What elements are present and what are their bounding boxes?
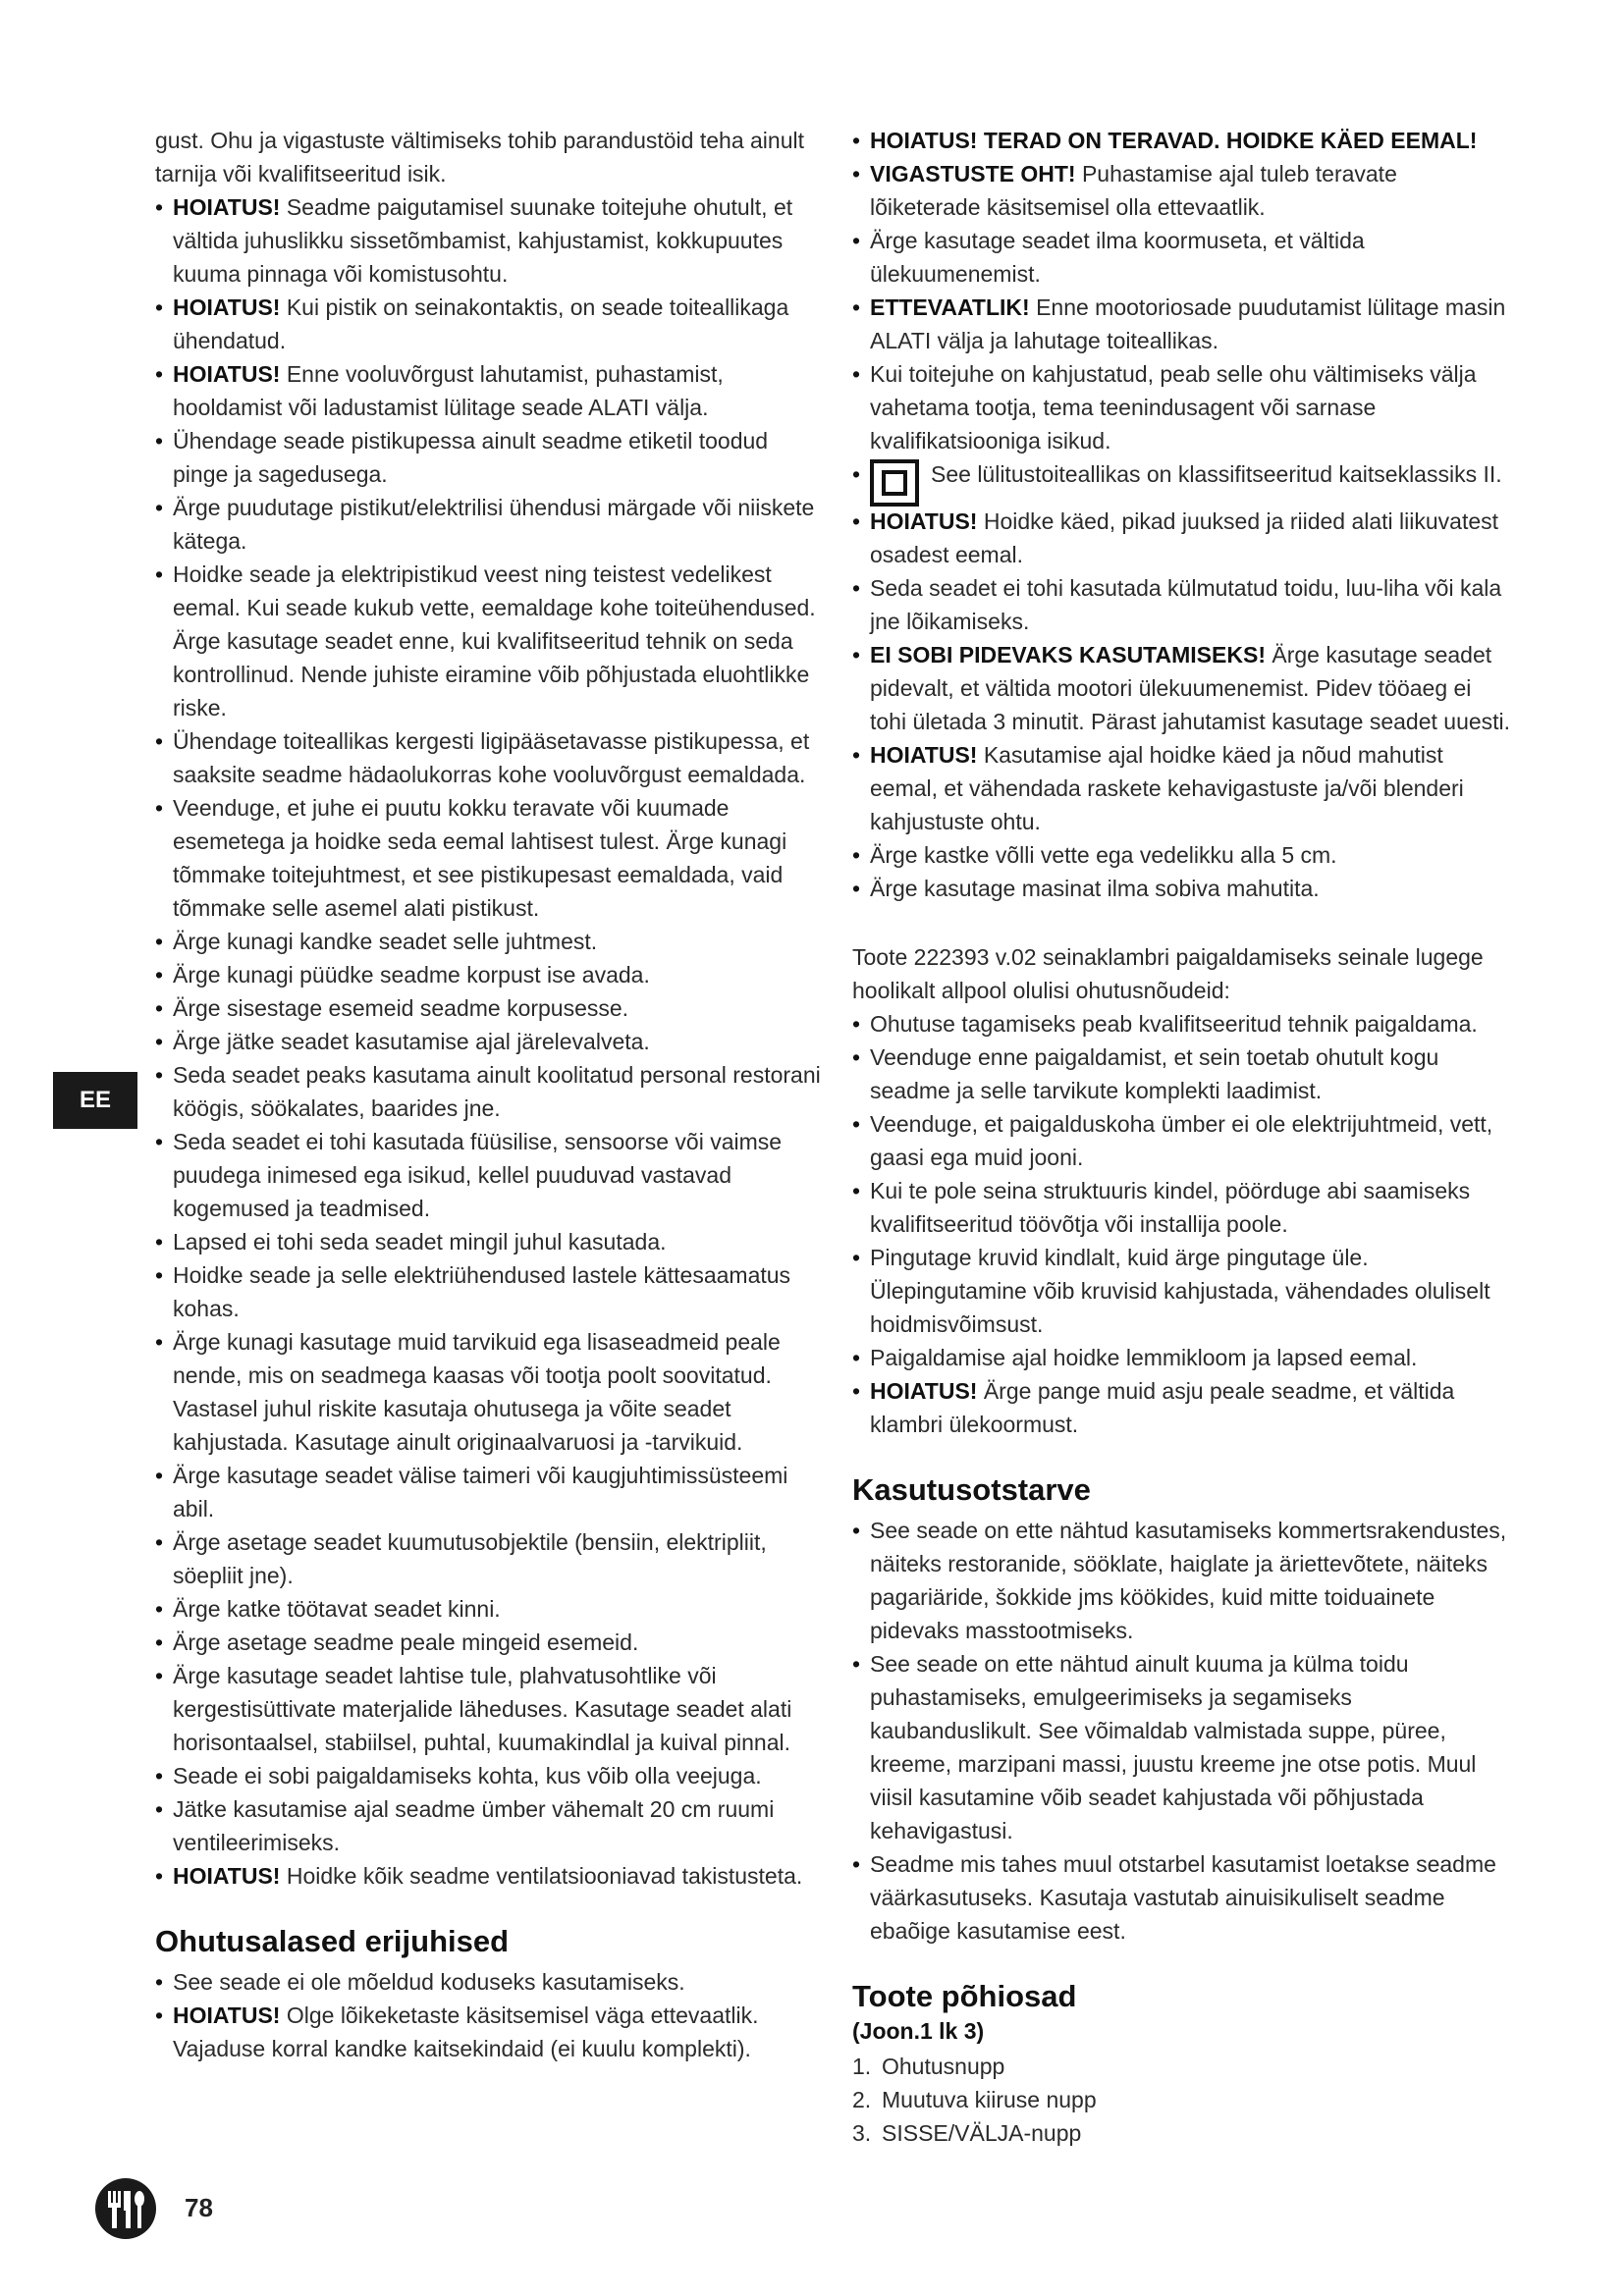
safety-list-continued-2 — [852, 505, 1512, 905]
list-item-text: Veenduge enne paigaldamist, et sein toetab ohutult kogu seadme ja selle tarvikute komplekti laadimist. — [870, 1044, 1439, 1103]
section-title-intended-use: Kasutusotstarve — [852, 1472, 1091, 1507]
list-item-text: Seadme paigutamisel suunake toitejuhe ohutult, et vältida juhuslikku sissetõmbamist, kahjustamist, kokkupuutes kuuma pinnaga või komistusohtu. — [173, 194, 793, 287]
list-item-text: Kui pistik on seinakontaktis, on seade toiteallikaga ühendatud. — [173, 294, 789, 353]
special-safety-list — [155, 1965, 827, 2065]
list-item — [155, 1225, 827, 1258]
list-item — [852, 357, 1512, 457]
cutlery-logo-icon — [94, 2177, 157, 2240]
list-item — [852, 1174, 1512, 1241]
main-parts-list — [852, 2050, 1512, 2150]
list-item — [852, 1514, 1512, 1647]
list-item — [155, 1999, 827, 2065]
list-item — [155, 925, 827, 958]
class2-text: See lülitustoiteallikas on klassifitseeritud kaitseklassiks II. — [931, 461, 1502, 487]
warning-label: HOIATUS! — [173, 2002, 281, 2028]
list-item — [852, 1341, 1512, 1374]
list-item-text: Veenduge, et juhe ei puutu kokku teravate või kuumade esemetega ja hoidke seda eemal lahtisest tulest. Ärge kunagi tõmmake toitejuhtmest, et see pistikupesast eemaldada, vaid tõmmake selle asemel alati pistikust. — [173, 795, 787, 921]
list-item-text: Hoidke käed, pikad juuksed ja riided alati liikuvatest osadest eemal. — [870, 508, 1499, 567]
list-item-text: Hoidke kõik seadme ventilatsiooniavad takistusteta. — [280, 1863, 803, 1889]
list-item-text: Veenduge, et paigalduskoha ümber ei ole elektrijuhtmeid, vett, gaasi ega muid jooni. — [870, 1111, 1493, 1170]
list-item — [852, 1241, 1512, 1341]
list-item — [155, 1058, 827, 1125]
list-item — [852, 1374, 1512, 1441]
part-number: 3. — [852, 2120, 872, 2146]
wall-bracket-list — [852, 1007, 1512, 1441]
warning-label: ETTEVAATLIK! — [870, 294, 1030, 320]
list-item — [155, 1459, 827, 1525]
list-item — [852, 124, 1512, 157]
list-item-text: Seda seadet peaks kasutama ainult koolitatud personal restorani köögis, söökalates, baarides jne. — [173, 1062, 821, 1121]
part-item — [852, 2050, 1512, 2083]
list-item — [852, 638, 1512, 738]
list-item-text: See seade on ette nähtud kasutamiseks kommertsrakendustes, näiteks restoranide, sööklate, haiglate ja äriettevõtete, näiteks pagariäride, šokkide jms köökides, kuid mitte toiduainete pidevaks masstootmiseks. — [870, 1518, 1507, 1643]
list-item — [155, 1025, 827, 1058]
right-column — [852, 124, 1512, 2150]
list-item — [852, 1647, 1512, 1847]
part-name: SISSE/VÄLJA-nupp — [882, 2120, 1082, 2146]
part-name: Muutuva kiiruse nupp — [882, 2087, 1097, 2112]
list-item — [155, 291, 827, 357]
list-item — [852, 738, 1512, 838]
part-number: 2. — [852, 2087, 872, 2112]
list-item-text: Ärge kasutage seadet pidevalt, et vältida mootori ülekuumenemist. Pidev tööaeg ei tohi ületada 3 minutit. Pärast jahutamist kasutage seadet uuesti. — [870, 642, 1511, 734]
list-item-text: Ärge asetage seadme peale mingeid esemeid. — [173, 1629, 639, 1655]
part-item — [852, 2083, 1512, 2116]
list-item-text: Lapsed ei tohi seda seadet mingil juhul kasutada. — [173, 1229, 667, 1255]
list-item-text: Hoidke seade ja elektripistikud veest ning teistest vedelikest eemal. Kui seade kukub vette, eemaldage kohe toiteühendused. Ärge kasutage seadet enne, kui kvalifitseeritud tehnik on seda kontrollinud. Nende juhiste eiramine võib põhjustada eluohtlikke riske. — [173, 561, 816, 721]
list-item — [155, 791, 827, 925]
list-item-text: Ärge pange muid asju peale seadme, et vältida klambri ülekoormust. — [870, 1378, 1455, 1437]
list-item — [852, 1041, 1512, 1107]
safety-list-continued — [852, 124, 1512, 457]
safety-list — [155, 190, 827, 1893]
list-item — [852, 157, 1512, 224]
list-item-text: Ärge kunagi kandke seadet selle juhtmest. — [173, 929, 598, 954]
warning-label: HOIATUS! — [870, 742, 978, 768]
list-item-text: Ärge sisestage esemeid seadme korpusesse. — [173, 995, 629, 1021]
list-item-text: Enne mootoriosade puudutamist lülitage masin ALATI välja ja lahutage toiteallikas. — [870, 294, 1506, 353]
list-item — [155, 190, 827, 291]
list-item — [155, 1759, 827, 1792]
list-item-text: Ärge asetage seadet kuumutusobjektile (bensiin, elektripliit, söepliit jne). — [173, 1529, 767, 1588]
list-item — [155, 424, 827, 491]
list-item — [155, 958, 827, 991]
intro-paragraph: gust. Ohu ja vigastuste vältimiseks tohib parandustöid teha ainult tarnija või kvalifitseeritud isik. — [155, 128, 804, 187]
warning-label: HOIATUS! — [870, 1378, 978, 1404]
list-item — [155, 1626, 827, 1659]
section-title-main-parts: Toote põhiosad — [852, 1979, 1077, 2013]
part-number: 1. — [852, 2054, 872, 2079]
list-item — [852, 571, 1512, 638]
list-item — [852, 1847, 1512, 1948]
list-item-text: Seda seadet ei tohi kasutada külmutatud toidu, luu-liha või kala jne lõikamiseks. — [870, 575, 1502, 634]
list-item-text: See seade on ette nähtud ainult kuuma ja külma toidu puhastamiseks, emulgeerimiseks ja segamiseks kaubanduslikult. See võimaldab valmistada suppe, püree, kreeme, marzipani massi, juustu kreeme jne otse potis. Muul viisil kasutamine võib seadet kahjustada või põhjustada kehavigastusi. — [870, 1651, 1477, 1843]
list-item-text: Kasutamise ajal hoidke käed ja nõud mahutist eemal, et vähendada raskete kehavigastuste ja/või blenderi kahjustuste ohtu. — [870, 742, 1464, 834]
list-item — [852, 838, 1512, 872]
list-item-text: Ärge kasutage seadet lahtise tule, plahvatusohtlike või kergestisüttivate materjalide läheduses. Kasutage seadet alati horisontaalsel, stabiilsel, puhtal, kuumakindlal ja kuival pinnal. — [173, 1663, 792, 1755]
list-item — [852, 1007, 1512, 1041]
figure-reference: (Joon.1 lk 3) — [852, 2018, 985, 2044]
list-item — [852, 505, 1512, 571]
list-item-text: Ühendage toiteallikas kergesti ligipääsetavasse pistikupessa, et saaksite seadme hädaolukorras kohe vooluvõrgust eemaldada. — [173, 728, 810, 787]
list-item-text: Olge lõikeketaste käsitsemisel väga ettevaatlik. Vajaduse korral kandke kaitsekindaid (ei kuulu komplekti). — [173, 2002, 759, 2061]
wall-bracket-intro: Toote 222393 v.02 seinaklambri paigaldamiseks seinale lugege hoolikalt allpool olulisi ohutusnõudeid: — [852, 944, 1484, 1003]
list-item — [155, 724, 827, 791]
list-item — [155, 1525, 827, 1592]
section-title-special-safety: Ohutusalased erijuhised — [155, 1924, 510, 1958]
warning-label: HOIATUS! — [173, 294, 281, 320]
list-item — [155, 1965, 827, 1999]
list-item-text: Pingutage kruvid kindlalt, kuid ärge pingutage üle. Ülepingutamine võib kruvisid kahjustada, vähendades oluliselt hoidmisvõimsust. — [870, 1245, 1490, 1337]
warning-label: HOIATUS! — [173, 194, 281, 220]
warning-label: HOIATUS! TERAD ON TERAVAD. HOIDKE KÄED EEMAL! — [870, 128, 1478, 153]
list-item-text: Ärge kunagi kasutage muid tarvikuid ega lisaseadmeid peale nende, mis on seadmega kaasas või tootja poolt soovitatud. Vastasel juhul riskite kasutaja ohutusega ja võite seadet kahjustada. Kasutage ainult originaalvaruosi ja -tarvikuid. — [173, 1329, 781, 1455]
list-item-text: Ärge kastke võlli vette ega vedelikku alla 5 cm. — [870, 842, 1337, 868]
list-item — [155, 1792, 827, 1859]
left-column — [155, 124, 827, 2065]
list-item — [852, 1107, 1512, 1174]
list-item — [155, 1125, 827, 1225]
list-item-text: Ühendage seade pistikupessa ainult seadme etiketil toodud pinge ja sagedusega. — [173, 428, 769, 487]
list-item-text: Ärge katke töötavat seadet kinni. — [173, 1596, 501, 1622]
list-item — [155, 1325, 827, 1459]
list-item-text: Hoidke seade ja selle elektriühendused lastele kättesaamatus kohas. — [173, 1262, 791, 1321]
part-item — [852, 2116, 1512, 2150]
list-item-text: Ärge kasutage seadet välise taimeri või kaugjuhtimissüsteemi abil. — [173, 1463, 788, 1522]
list-item-text: Seade ei sobi paigaldamiseks kohta, kus võib olla veejuga. — [173, 1763, 762, 1789]
list-item — [852, 872, 1512, 905]
list-item-text: Paigaldamise ajal hoidke lemmikloom ja lapsed eemal. — [870, 1345, 1418, 1370]
list-item-text: Kui toitejuhe on kahjustatud, peab selle ohu vältimiseks välja vahetama tootja, tema teenindusagent või sarnase kvalifikatsiooniga isikud. — [870, 361, 1477, 454]
language-tab-ee: EE — [53, 1072, 137, 1129]
warning-label: HOIATUS! — [870, 508, 978, 534]
list-item-text: Enne vooluvõrgust lahutamist, puhastamist, hooldamist või ladustamist lülitage seade ALATI välja. — [173, 361, 724, 420]
list-item-text: Ohutuse tagamiseks peab kvalifitseeritud tehnik paigaldama. — [870, 1011, 1478, 1037]
intended-use-list — [852, 1514, 1512, 1948]
list-item — [155, 1592, 827, 1626]
warning-label: EI SOBI PIDEVAKS KASUTAMISEKS! — [870, 642, 1266, 667]
class-ii-double-square-icon — [870, 459, 919, 507]
list-item — [852, 291, 1512, 357]
list-item-text: Ärge puudutage pistikut/elektrilisi ühendusi märgade või niiskete kätega. — [173, 495, 815, 554]
list-item-text: Puhastamise ajal tuleb teravate lõiketerade käsitsemisel olla ettevaatlik. — [870, 161, 1397, 220]
list-item — [155, 1859, 827, 1893]
list-item — [155, 1258, 827, 1325]
list-item — [852, 224, 1512, 291]
list-item-text: Ärge kasutage seadet ilma koormuseta, et vältida ülekuumenemist. — [870, 228, 1365, 287]
list-item-text: Seadme mis tahes muul otstarbel kasutamist loetakse seadme väärkasutuseks. Kasutaja vastutab ainuisikuliselt seadme ebaõige kasutamise eest. — [870, 1851, 1496, 1944]
warning-label: HOIATUS! — [173, 361, 281, 387]
list-item — [155, 491, 827, 558]
list-item-text: Seda seadet ei tohi kasutada füüsilise, sensoorse või vaimse puudega inimesed ega isikud, kellel puuduvad vastavad kogemused ja teadmised. — [173, 1129, 783, 1221]
list-item-text: Ärge kunagi püüdke seadme korpust ise avada. — [173, 962, 650, 988]
part-name: Ohutusnupp — [882, 2054, 1005, 2079]
list-item-text: Kui te pole seina struktuuris kindel, pöörduge abi saamiseks kvalifitseeritud töövõtja või installija poole. — [870, 1178, 1471, 1237]
list-item-text: Ärge kasutage masinat ilma sobiva mahutita. — [870, 876, 1320, 901]
list-item-text: See seade ei ole mõeldud koduseks kasutamiseks. — [173, 1969, 685, 1995]
list-item-text: Ärge jätke seadet kasutamise ajal järelevalveta. — [173, 1029, 650, 1054]
list-item — [155, 1659, 827, 1759]
list-item-text: Jätke kasutamise ajal seadme ümber vähemalt 20 cm ruumi ventileerimiseks. — [173, 1796, 775, 1855]
class2-list-item — [852, 457, 1512, 505]
list-item — [155, 357, 827, 424]
warning-label: VIGASTUSTE OHT! — [870, 161, 1076, 187]
list-item — [155, 558, 827, 724]
list-item — [155, 991, 827, 1025]
page-number: 78 — [185, 2193, 213, 2222]
warning-label: HOIATUS! — [173, 1863, 281, 1889]
